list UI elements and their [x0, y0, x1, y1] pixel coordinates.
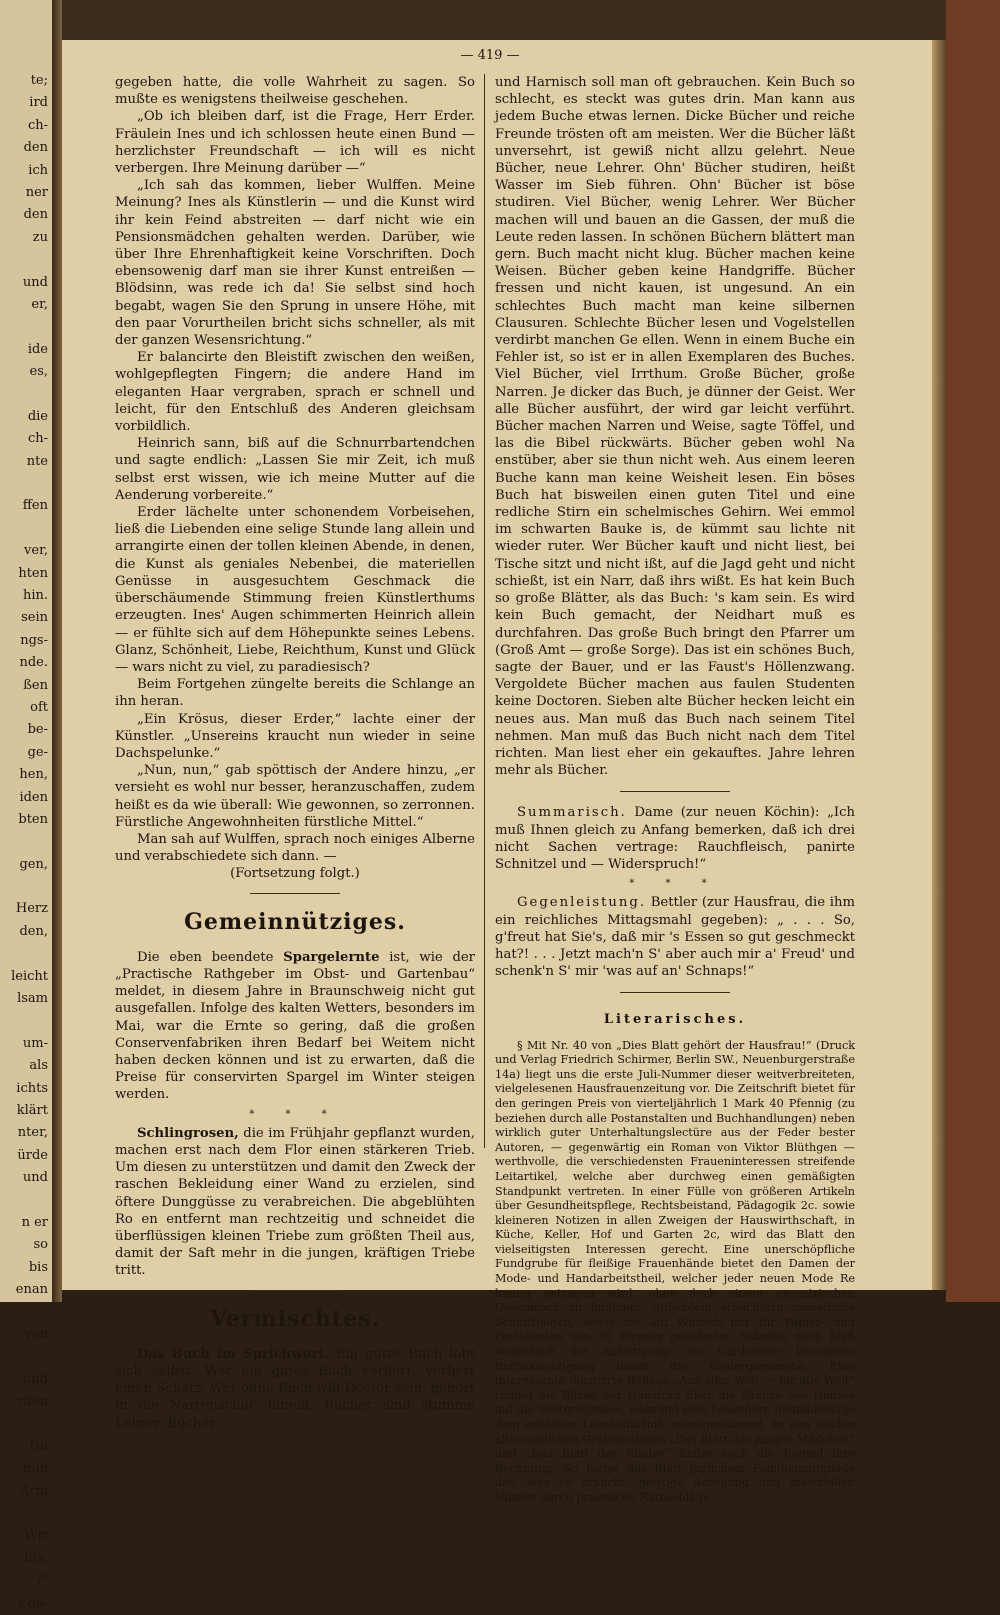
facing-fragment: den — [23, 207, 48, 223]
facing-fragment: oft — [30, 699, 48, 715]
facing-fragment: die — [27, 408, 48, 424]
facing-fragment: ver, — [24, 543, 48, 559]
facing-fragment: bis — [28, 1259, 48, 1275]
facing-fragment: als — [29, 1058, 48, 1074]
article-buch-im-sprichwort — [115, 1346, 475, 1432]
facing-fragment: nde. — [19, 655, 48, 671]
anecdote-text: Dame (zur neuen Köchin): „Ich muß Ihnen gleich zu Anfang bemerken, daß ich drei nicht Sachen vertrage: Rauchfleisch, panirte Schnitzel und — Widerspruch!“ — [495, 805, 855, 872]
article-text: Ein gutes Buch lobt sich selbst. Wer ein gutes Buch verliert, verliert einen Schatz. Wer ohne Buch will Doctor sein, gehört in die Narrenschul' hinein. Bücher sind stumme Lehrer. Bücher — [115, 1346, 476, 1431]
facing-fragment: Du — [29, 1438, 48, 1454]
paragraph: Er balancirte den Bleistift zwischen den weißen, wohlgepflegten Fingern; die andere Hand im eleganten Haar vergraben, sprach er schnell und leicht, für den Entschluß des Anderen gleichsam vorbildlich. — [115, 350, 475, 435]
facing-fragment — [4, 518, 48, 540]
facing-fragment: hin. — [22, 587, 48, 603]
facing-fragment — [4, 1190, 48, 1212]
facing-fragment: ßen — [23, 677, 48, 693]
book-gutter — [52, 0, 62, 1302]
facing-fragment: enan — [15, 1282, 48, 1298]
separator-stars: * * * — [249, 1108, 341, 1120]
article-text: ist, wie der „Practische Rathgeber im Obst- und Gartenbau“ meldet, in diesem Jahre in Braunschweig nicht gut ausgefallen. Infolge des kalten Wetters, besonders im Mai, war die Ernte so gering, daß die großen Conservenfabriken ihren Bedarf bei Weitem nicht haben decken können und ist zu erwarten, daß die Preise für conservirten Spargel im Winter steigen werden. — [115, 949, 475, 1103]
facing-fragment — [4, 316, 48, 338]
facing-fragment: /" — [37, 1573, 48, 1589]
facing-fragment: und — [22, 1170, 48, 1186]
page-number: — 419 — — [460, 48, 520, 63]
article-text: die im Frühjahr gepflanzt wurden, machen erst nach dem Flor einen stärkeren Trieb. Um diesen zu unterstützen und damit den Zweck der raschen Bekleidung einer Wand zu erzielen, sind öftere Dunggüsse zu verabreichen. Die abgeblühten Ro en entfernt man rechtzeitig und schneidet die überflüssigen kleinen Triebe zum größten Theil aus, damit der Saft mehr in die jungen, kräftigen Triebe tritt. — [115, 1125, 475, 1279]
paragraph: gegeben hatte, die volle Wahrheit zu sagen. So mußte es wenigstens theilweise geschehen. — [115, 75, 475, 108]
paragraph: und Harnisch soll man oft gebrauchen. Kein Buch so schlecht, es steckt was gutes drin. Man kann aus jedem Buche etwas lernen. Dicke Bücher und reiche Freunde trösten oft am meisten. Wer die Bücher läßt unversehrt, ist gewiß nicht allzu gelehrt. Neue Bücher, neue Lehrer. Ohn' Bücher studiren, heißt Wasser im Sieb führen. Ohn' Bücher ist böse studiren. Viel Bücher, wenig Lehrer. Wer Bücher machen will und bauen an die Gassen, der muß die Leute reden lassen. In schönen Büchern blättert man gern. Buch macht nicht klug. Bücher machen keine Weisen. Bücher geben keine Handgriffe. Bücher fressen und nicht kauen, ist ungesund. An ein schlechtes Buch macht man keine silbernen Clausuren. Schlechte Bücher lesen und Vogelstellen verdirbt manchen Ge ellen. Wenn in einem Buche ein Fehler ist, so ist er in allen Exemplaren des Buches. Viel Bücher, viel Irrthum. Große Bücher, große Narren. Je dicker das Buch, je dünner der Geist. Wer alle Bücher ausführt, der wird gar leicht verführt. Bücher machen Narren und Weise, sagte Töffel, und las die Bibel rückwärts. Bücher geben wohl Na enstüber, aber sie thun nicht weh. Aus einem leeren Buche kann man keine Weisheit lesen. Ein böses Buch hat bisweilen einen guten Titel und eine redliche Stirn ein schelmisches Gehirn. Wei emmol im schwarten Bauke is, de kümmt sau lichte nit wieder ruter. Wer Bücher kauft und nicht liest, bei Tische sitzt und nicht ißt, auf die Jagd geht und nicht schießt, ist ein Narr, daß ihrs wißt. Es hat kein Buch so große Blätter, als das Buch: 's kam sein. Es wird kein Buch gemacht, der Neidhart muß es durchfahren. Das große Buch bringt den Pfarrer um (Groß Amt — große Sorge). Das ist ein schönes Buch, sagte der Bauer, und er las Faust's Höllenzwang. Vergoldete Bücher machen aus faulen Studenten keine Doctoren. Sieben alte Bücher hecken leicht ein neues aus. Man muß das Buch nach seinem Titel nehmen. Man muß das Buch nicht nach dem Titel richten. Man liest eher ein gekauftes. Jahre lehren mehr als Bücher. — [495, 75, 855, 779]
facing-fragment — [4, 943, 48, 965]
facing-fragment: ner — [25, 184, 48, 200]
section-rule — [620, 992, 730, 993]
facing-fragment: ürde — [17, 1147, 48, 1163]
column-divider — [484, 74, 485, 1148]
facing-fragment: sein — [21, 610, 48, 626]
article-keyword: Schlingrosen, — [137, 1125, 239, 1141]
facing-fragment: von — [24, 1326, 48, 1342]
facing-fragment: nun — [22, 1461, 48, 1477]
facing-fragment: ch- — [27, 431, 48, 447]
facing-page-edge — [0, 0, 52, 1611]
paragraph: „Ein Krösus, dieser Erder,“ lachte einer der Künstler. „Unsereins kraucht nun wieder in seine Dachspelunke.“ — [115, 711, 475, 761]
facing-fragment: ide — [27, 341, 48, 357]
article-keyword: Spargelernte — [283, 949, 380, 965]
facing-fragment — [4, 473, 48, 495]
anecdote-text: Bettler (zur Hausfrau, die ihm ein reichliches Mittagsmahl gegeben): „ . . . So, g'freut hat Sie's, daß mir 's Essen so gut geschmeckt hat?! . . . Jetzt mach'n S' aber auch mir a' Freud' und schenk'n S' mir 'was auf an' Schnaps!“ — [495, 895, 855, 980]
facing-fragment: lsam — [17, 991, 48, 1007]
anecdote-label: Gegenleistung. — [517, 895, 647, 911]
facing-fragment — [4, 876, 48, 898]
facing-fragment: te; — [30, 73, 48, 88]
facing-fragment: nter, — [17, 1125, 48, 1141]
facing-fragment: leicht — [11, 968, 48, 984]
facing-fragment: rden — [17, 1394, 48, 1410]
facing-fragment: be- — [27, 722, 48, 738]
article-schlingrosen — [115, 1125, 475, 1280]
section-heading-vermischtes: Vermischtes. — [209, 1305, 381, 1332]
paragraph: „Ich sah das kommen, lieber Wulffen. Meine Meinung? Ines als Künstlerin — und die Kunst wird ihr kein Feind abstreiten — darf nicht wie ein Pensionsmädchen gehalten werden. Darüber, wie über Ihre Ehrenhaftigkeit keine Vorschriften. Doch ebensowenig darf man sie ihrer Kunst entreißen — Blödsinn, was rede ich da! Sie selbst sind hoch begabt, wagen Sie den Sprung in unsere Höhe, mit den paar Vorurtheilen bricht sichs schneller, als mit der ganzen Wesensrichtung.“ — [115, 178, 475, 349]
facing-fragment: Herz — [15, 901, 48, 917]
anecdote-label: Summarisch. — [517, 805, 627, 821]
paragraph: Man sah auf Wulffen, sprach noch einiges Alberne und verabschiedete sich dann. — — [115, 831, 475, 865]
section-rule — [620, 791, 730, 792]
facing-fragment: Eis. — [23, 1550, 48, 1566]
article-lead: Die eben beendete — [137, 949, 284, 965]
facing-fragment: den — [23, 140, 48, 156]
section-heading-gemeinnuetziges: Gemeinnütziges. — [184, 908, 406, 935]
facing-fragment: ngs- — [20, 632, 48, 648]
paragraph: Erder lächelte unter schonendem Vorbeisehen, ließ die Liebenden eine selige Stunde lang allein und arrangirte einen der tollen kleinen Abende, in denen, die Kunst als geniales Nebenbei, die materiellen Genüsse in ausgesuchtem Geschmack die überschäumende Stimmung freien Künstlerthums erzeugten. Ines' Augen schimmerten Heinrich allein — er fühlte sich auf dem Höhepunkte seines Lebens. Glanz, Schönheit, Liebe, Reichthum, Kunst und Glück — wars nicht zu viel, zu paradiesisch? — [115, 505, 475, 675]
facing-fragment — [4, 1503, 48, 1525]
facing-fragment: nte — [26, 453, 48, 469]
article-spargelernte — [115, 949, 475, 1104]
facing-fragment: ichts — [16, 1080, 48, 1096]
facing-page-fragments — [4, 70, 48, 1615]
facing-fragment: zu — [32, 229, 48, 245]
facing-fragment: um- — [22, 1035, 48, 1051]
facing-fragment: ch- — [27, 117, 48, 133]
paragraph: „Nun, nun,“ gab spöttisch der Andere hinzu, „er versieht es wohl nur besser, heranzuschaffen, zudem heißt es da wie überall: Wie gewonnen, so zerronnen. Fürstliche Angewohnheiten fürstliche Mittel.“ — [115, 763, 475, 830]
continuation-note: (Fortsetzung folgt.) — [230, 866, 360, 882]
facing-fragment — [4, 383, 48, 405]
facing-fragment: und — [22, 274, 48, 290]
book-binding — [946, 0, 1000, 1302]
literary-notice: § Mit Nr. 40 von „Dies Blatt gehört der Hausfrau!“ (Druck und Verlag Friedrich Schirmer, Berlin SW., Neuenburgerstraße 14a) liegt uns die erste Juli-Nummer dieser weitverbreiteten, vielgelesenen Hausfrauenzeitung vor. Die Zeitschrift bietet für den geringen Preis von vierteljährlich 1 Mark 40 Pfennig (zu beziehen durch alle Postanstalten und Buchhandlungen) neben wirklich guter Unterhaltungslectüre aus der Feder bester Autoren, — gegenwärtig ein Roman von Viktor Blüthgen — werthvolle, die verschiedensten Fraueninteressen streifende Leitartikel, welche aber durchweg einen gemäßigten Standpunkt vertreten. In einer Fülle von größeren Artikeln über Gesundheitspflege, Rechtsbeistand, Pädagogik 2c. sowie kleineren Notizen in allen Zweigen der Hauswirthschaft, in Küche, Keller, Hof und Garten 2c, wird das Blatt den vielseitigsten Interessen gerecht. Eine unerschöpfliche Fundgrube für fleißige Frauenhände bietet den Damen der Mode- und Handarbeitstheil, welcher jeder neuen Mode Re hnung getragen wird, ohne doch einem excentrischen Geschmack zu huldigen. Außerdem erleichtern monatliche Schnittbogen, sowie die auf Wunsch nur für Papier- und Portokosten von 35 Pfennig gelieferten Schnitte nach Maß wesentlich die Anfertigung der Garderobe; besondere Berücksichtigung findet die Kindergarderobe. Eine interessante illustrirte Beilage „Aus aller Welt — für alle Welt“ richtet die Blicke der Hausfrau über die Grenze des Hauses auf die Weltereignisse, während eine besondere Romanbeilage dem erhöhten Lesebedürfniß entgegenkommt. In den beiden allmonatlichen Gratisbeilagen „Das Blatt der jungen Mädchen“ und „Das Blatt der Kinder“ findet auch die Jugend ihre Rechnung. So bietet das Blatt jeglichem Familienmitgliede das, was er braucht: geistige Anregung und materiellen Nutzen durch practische Rathschläge. — [495, 1038, 855, 1504]
page-edge-right — [932, 40, 946, 1290]
facing-fragment: Wir — [24, 1528, 48, 1544]
paragraph: Beim Fortgehen züngelte bereits die Schlange an ihn heran. — [115, 677, 475, 710]
facing-fragment: n er — [21, 1214, 48, 1230]
facing-fragment: ird — [29, 95, 48, 111]
facing-fragment: und — [22, 1371, 48, 1387]
section-rule — [250, 1290, 340, 1291]
facing-fragment — [4, 1346, 48, 1368]
facing-fragment: klärt — [16, 1102, 48, 1118]
facing-fragment — [4, 1413, 48, 1435]
top-band — [62, 0, 946, 40]
facing-fragment: ffen — [22, 498, 48, 514]
facing-fragment: gen, — [19, 856, 48, 872]
section-rule — [250, 893, 340, 894]
facing-fragment: er, — [31, 296, 48, 312]
facing-fragment — [4, 831, 48, 853]
anecdote-gegenleistung — [495, 894, 855, 980]
facing-fragment: t ge- — [18, 1595, 48, 1611]
paragraph: „Ob ich bleiben darf, ist die Frage, Herr Erder. Fräulein Ines und ich schlossen heute einen Bund — herzlichster Freundschaft — ich will es nicht verbergen. Ihre Meinung darüber —“ — [115, 109, 475, 177]
paragraph: Heinrich sann, biß auf die Schnurrbartendchen und sagte endlich: „Lassen Sie mir Zeit, ich muß selbst erst wissen, wie ich meine Mutter auf die Aenderung vorbereite.“ — [115, 436, 475, 503]
left-column — [115, 74, 475, 1432]
facing-fragment — [4, 1301, 48, 1323]
facing-fragment: den, — [19, 923, 48, 939]
facing-fragment: hen, — [19, 767, 48, 783]
facing-fragment: iden — [19, 789, 48, 805]
anecdote-summarisch — [495, 804, 855, 873]
facing-fragment: ich — [28, 162, 48, 178]
facing-fragment — [4, 249, 48, 271]
facing-fragment: so — [33, 1237, 48, 1253]
facing-fragment: ge- — [27, 744, 48, 760]
facing-fragment — [4, 1010, 48, 1032]
facing-fragment: Arm — [20, 1483, 48, 1499]
section-heading-literarisches: Literarisches. — [603, 1012, 747, 1028]
separator-stars: * * * — [629, 878, 721, 890]
right-column — [495, 74, 855, 1506]
article-keyword: Das Buch im Sprichwort. — [137, 1346, 330, 1362]
facing-fragment: hten — [18, 565, 48, 581]
facing-fragment: es, — [29, 364, 48, 380]
facing-fragment: bten — [18, 811, 48, 827]
